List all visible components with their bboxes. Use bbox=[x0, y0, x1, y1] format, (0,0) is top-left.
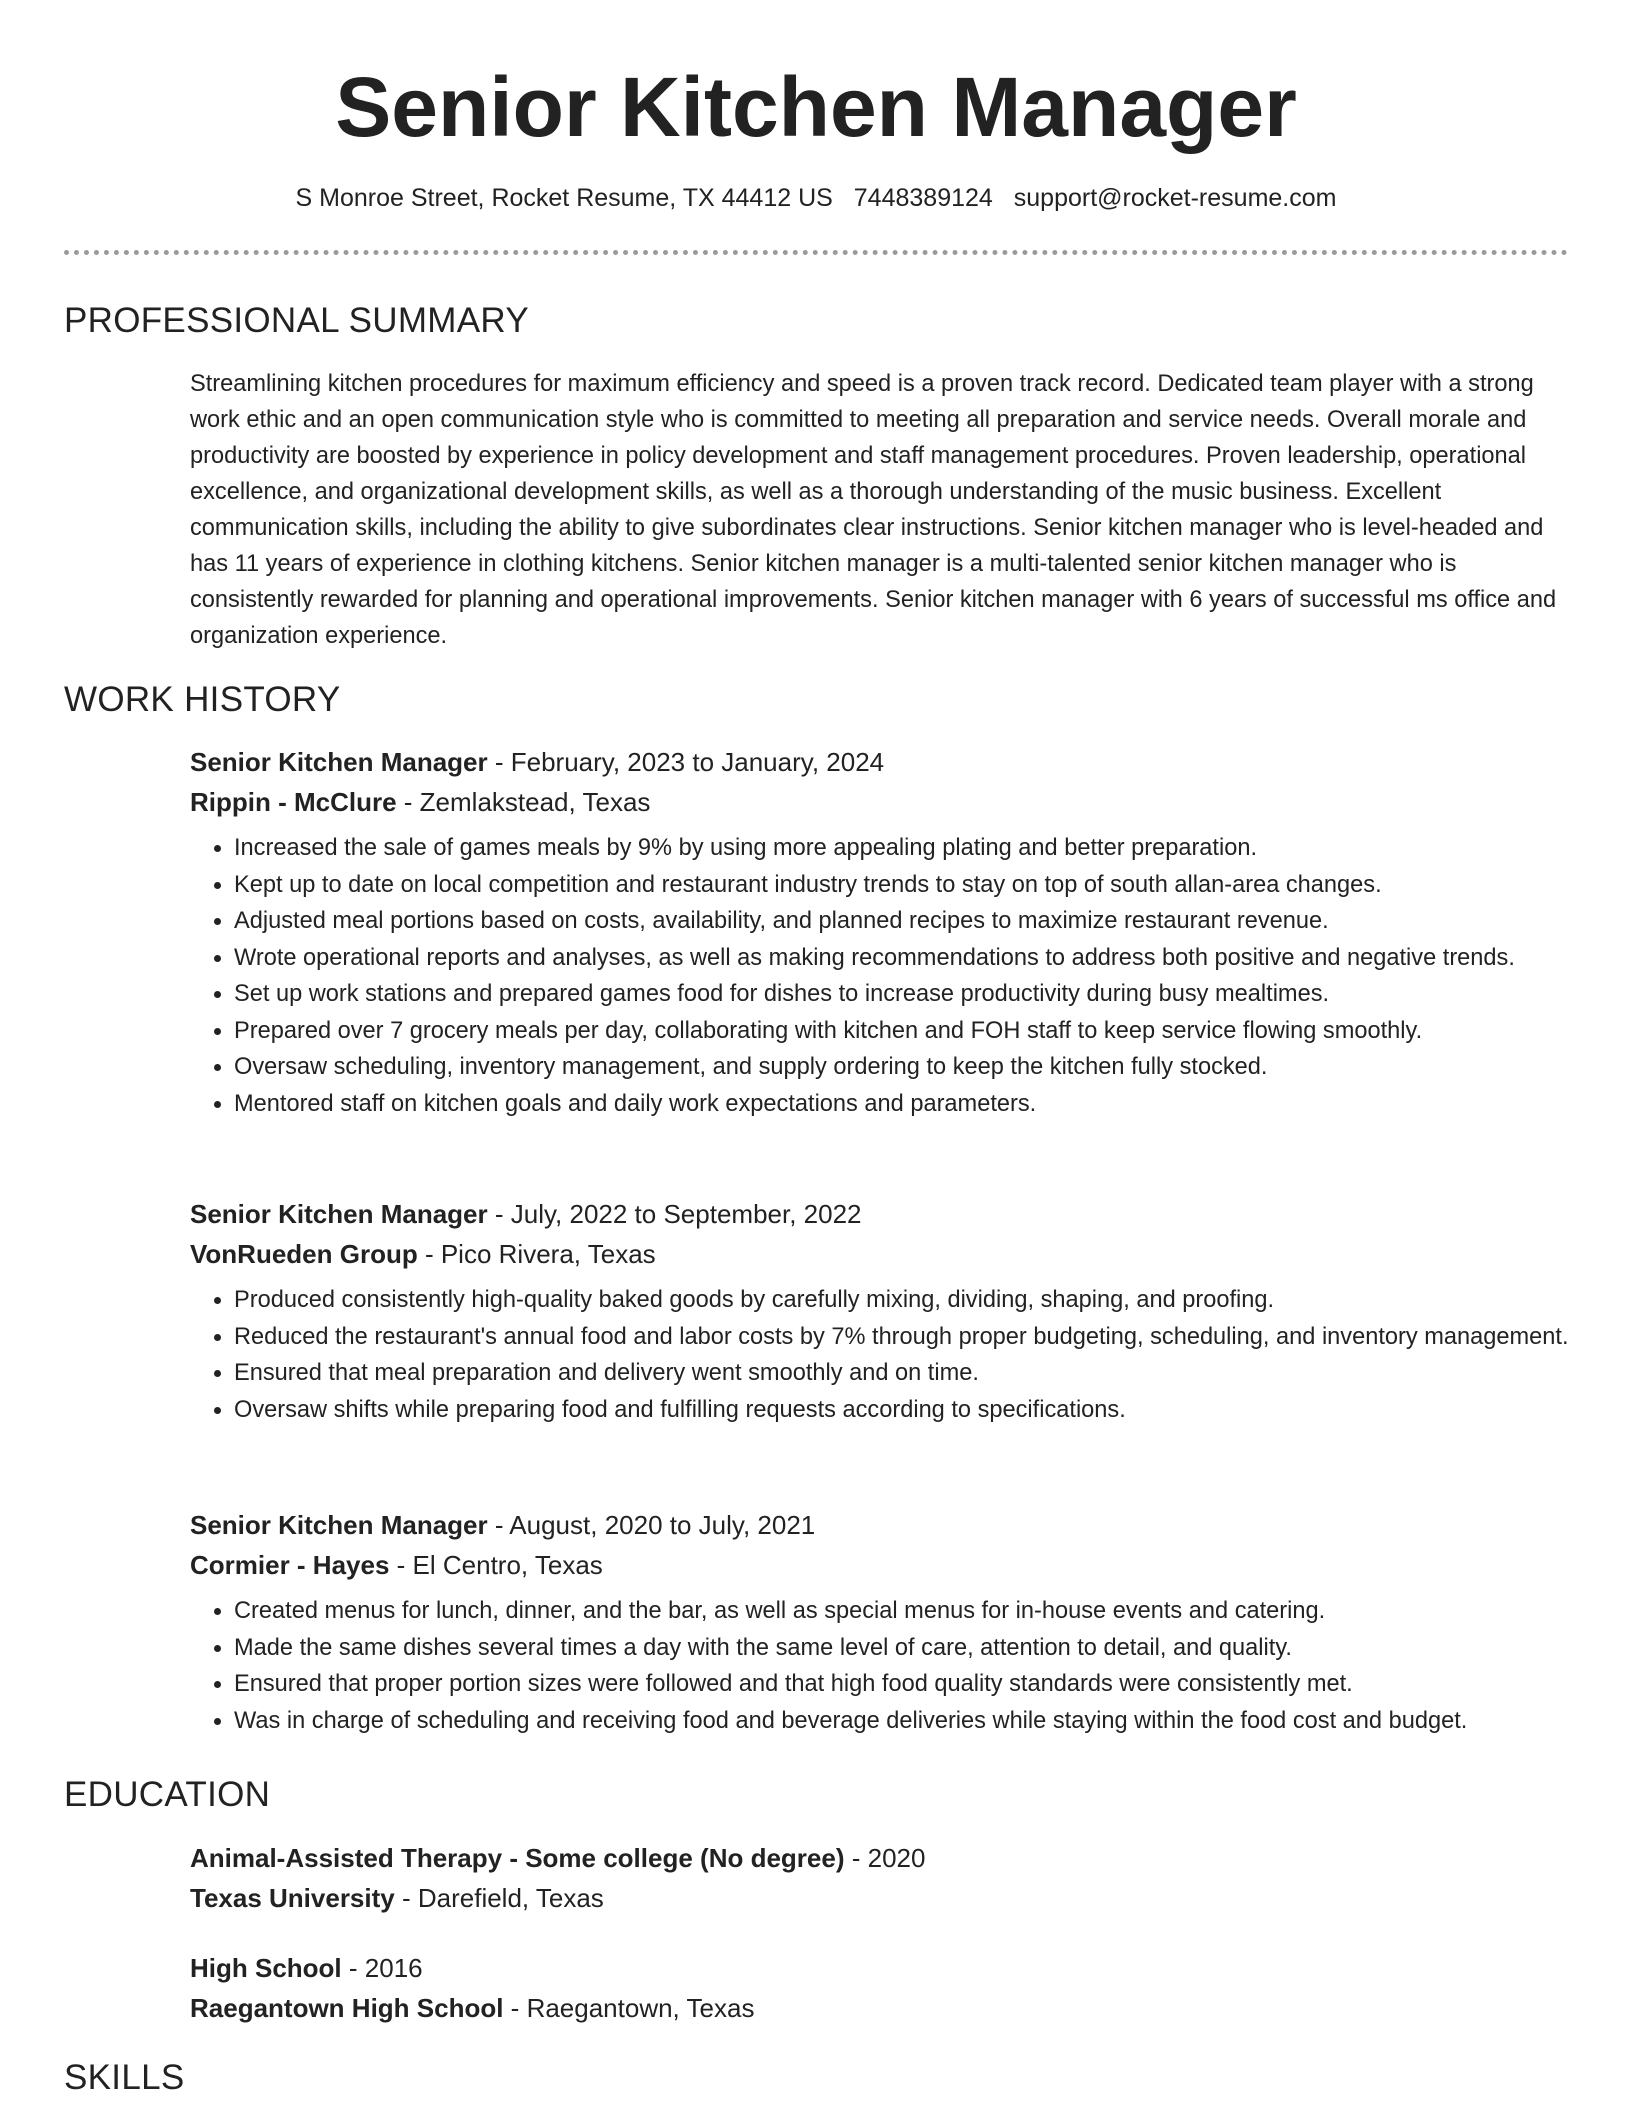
job-title-line bbox=[190, 1194, 1570, 1234]
job-company: VonRueden Group bbox=[190, 1239, 418, 1269]
education-location: Darefield, Texas bbox=[417, 1883, 604, 1913]
job-bullets bbox=[190, 830, 1570, 1122]
education-school-line bbox=[190, 1988, 1570, 2028]
job-entry-2 bbox=[190, 1194, 1570, 1428]
job-bullet: • Increased the sale of games meals by 9% by using more appealing plating and better preparation. bbox=[234, 830, 1570, 867]
job-bullet: • Oversaw shifts while preparing food and fulfilling requests according to specifications. bbox=[234, 1392, 1570, 1429]
job-entry-1 bbox=[190, 742, 1570, 1122]
resume-name: Senior Kitchen Manager bbox=[335, 60, 1297, 154]
work-history-heading: WORK HISTORY bbox=[64, 680, 341, 719]
job-company: Cormier - Hayes bbox=[190, 1550, 390, 1580]
job-bullet: • Produced consistently high-quality baked goods by carefully mixing, dividing, shaping, and proofing. bbox=[234, 1282, 1570, 1319]
education-year: 2020 bbox=[867, 1843, 926, 1873]
education-degree-line bbox=[190, 1948, 1570, 1988]
education-entry-2 bbox=[190, 1948, 1570, 2028]
education-degree: Animal-Assisted Therapy - Some college (No degree) bbox=[190, 1843, 845, 1873]
education-heading: EDUCATION bbox=[64, 1775, 271, 1814]
education-degree-line bbox=[190, 1838, 1570, 1878]
separator: - bbox=[394, 1883, 418, 1913]
separator: - bbox=[417, 1239, 441, 1269]
job-bullet: • Kept up to date on local competition and restaurant industry trends to stay on top of south allan-area changes. bbox=[234, 867, 1570, 904]
job-location: Zemlakstead, Texas bbox=[419, 787, 651, 817]
education-entry-1 bbox=[190, 1838, 1570, 1918]
job-bullet: • Ensured that proper portion sizes were followed and that high food quality standards were consistently met. bbox=[234, 1666, 1570, 1703]
job-title-line bbox=[190, 742, 1570, 782]
job-role: Senior Kitchen Manager bbox=[190, 1510, 488, 1540]
education-school: Texas University bbox=[190, 1883, 395, 1913]
job-company-line bbox=[190, 782, 1570, 822]
separator: - bbox=[396, 787, 420, 817]
job-bullet: • Wrote operational reports and analyses, as well as making recommendations to address both positive and negative trends. bbox=[234, 940, 1570, 977]
job-company-line bbox=[190, 1545, 1570, 1585]
job-dates: July, 2022 to September, 2022 bbox=[510, 1199, 862, 1229]
education-degree: High School bbox=[190, 1953, 342, 1983]
skills-heading: SKILLS bbox=[64, 2058, 185, 2097]
separator: - bbox=[389, 1550, 413, 1580]
job-bullet: • Was in charge of scheduling and receiving food and beverage deliveries while staying within the food cost and budget. bbox=[234, 1703, 1570, 1740]
separator: - bbox=[487, 1199, 511, 1229]
job-bullet: • Made the same dishes several times a day with the same level of care, attention to detail, and quality. bbox=[234, 1630, 1570, 1667]
separator: - bbox=[487, 747, 511, 777]
separator: - bbox=[341, 1953, 365, 1983]
job-company-line bbox=[190, 1234, 1570, 1274]
separator: - bbox=[503, 1993, 527, 2023]
job-bullet: • Oversaw scheduling, inventory management, and supply ordering to keep the kitchen fully stocked. bbox=[234, 1049, 1570, 1086]
job-dates: August, 2020 to July, 2021 bbox=[509, 1510, 816, 1540]
job-bullet: • Set up work stations and prepared games food for dishes to increase productivity during busy mealtimes. bbox=[234, 976, 1570, 1013]
job-bullet: • Prepared over 7 grocery meals per day, collaborating with kitchen and FOH staff to keep service flowing smoothly. bbox=[234, 1013, 1570, 1050]
job-company: Rippin - McClure bbox=[190, 787, 397, 817]
education-school-line bbox=[190, 1878, 1570, 1918]
summary-text: Streamlining kitchen procedures for maximum efficiency and speed is a proven track record. Dedicated team player with a strong work ethic and an open communication style who is committed to meeting all preparation and service needs. Overall morale and productivity are boosted by experience in policy development and staff management procedures. Proven leadership, operational excellence, and organizational development skills, as well as a thorough understanding of the music business. Excellent communication skills, including the ability to give subordinates clear instructions. Senior kitchen manager who is level-headed and has 11 years of experience in clothing kitchens. Senior kitchen manager is a multi-talented senior kitchen manager who is consistently rewarded for planning and operational improvements. Senior kitchen manager with 6 years of successful ms office and organization experience. bbox=[190, 371, 1557, 649]
job-role: Senior Kitchen Manager bbox=[190, 1199, 488, 1229]
education-school: Raegantown High School bbox=[190, 1993, 504, 2023]
job-role: Senior Kitchen Manager bbox=[190, 747, 488, 777]
job-location: El Centro, Texas bbox=[412, 1550, 603, 1580]
job-bullet: • Ensured that meal preparation and delivery went smoothly and on time. bbox=[234, 1355, 1570, 1392]
contact-address: S Monroe Street, Rocket Resume, TX 44412 US bbox=[295, 184, 833, 212]
job-entry-3 bbox=[190, 1505, 1570, 1739]
education-location: Raegantown, Texas bbox=[526, 1993, 755, 2023]
contact-phone: 7448389124 bbox=[853, 184, 993, 212]
job-bullets bbox=[190, 1282, 1570, 1428]
separator: - bbox=[487, 1510, 510, 1540]
job-bullet: • Adjusted meal portions based on costs, availability, and planned recipes to maximize restaurant revenue. bbox=[234, 903, 1570, 940]
contact-email: support@rocket-resume.com bbox=[1013, 184, 1337, 212]
separator: - bbox=[844, 1843, 868, 1873]
header-divider bbox=[64, 250, 1568, 255]
summary-heading: PROFESSIONAL SUMMARY bbox=[64, 301, 529, 340]
job-dates: February, 2023 to January, 2024 bbox=[510, 747, 885, 777]
job-bullets bbox=[190, 1593, 1570, 1739]
education-year: 2016 bbox=[364, 1953, 423, 1983]
contact-line bbox=[0, 180, 1632, 216]
job-bullet: • Mentored staff on kitchen goals and daily work expectations and parameters. bbox=[234, 1086, 1570, 1123]
job-bullet: • Reduced the restaurant's annual food and labor costs by 7% through proper budgeting, scheduling, and inventory management. bbox=[234, 1319, 1570, 1356]
job-location: Pico Rivera, Texas bbox=[440, 1239, 656, 1269]
job-title-line bbox=[190, 1505, 1570, 1545]
job-bullet: • Created menus for lunch, dinner, and the bar, as well as special menus for in-house events and catering. bbox=[234, 1593, 1570, 1630]
